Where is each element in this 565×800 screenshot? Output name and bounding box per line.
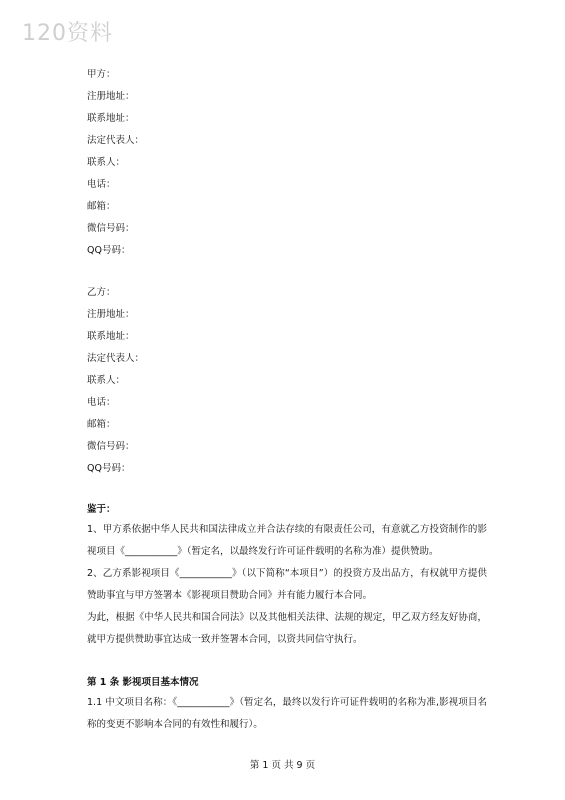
party-a-field: 微信号码： (87, 223, 135, 234)
party-a-title: 甲方： (87, 69, 116, 80)
preamble-item-1: 1、甲方系依据中华人民共和国法律成立并合法存续的有限责任公司，有意就乙方投资制作的影视项目《___________》（暂定名，以最终发行许可证件载明的名称为准）提供赞助。 (87, 524, 487, 557)
party-b-field: 电话： (87, 397, 116, 408)
party-a-field: 联系人： (87, 157, 126, 168)
party-b-field: 法定代表人： (87, 353, 145, 364)
party-b-field: 联系地址： (87, 331, 135, 342)
party-b-field: 联系人： (87, 375, 126, 386)
page-footer: 第 1 页 共 9 页 (249, 760, 316, 771)
article-1-heading: 第 1 条 影视项目基本情况 (87, 677, 199, 688)
party-b-title: 乙方： (87, 287, 116, 298)
party-a-field: QQ号码： (87, 245, 131, 256)
article-1-clause-1: 1.1 中文项目名称：《___________》（暂定名，最终以发行许可证件载明的名称为准,影视项目名称的变更不影响本合同的有效性和履行）。 (87, 697, 487, 730)
watermark: 120资料 (22, 21, 113, 46)
preamble-heading: 鉴于： (87, 504, 116, 515)
preamble-item-2: 2、乙方系影视项目《___________》（以下简称“本项目”）的投资方及出品方，有权就甲方提供赞助事宜与甲方签署本《影视项目赞助合同》并有能力履行本合同。 (87, 568, 487, 601)
party-a-field: 邮箱： (87, 201, 116, 212)
party-b-field: QQ号码： (87, 463, 131, 474)
preamble-item-3: 为此，根据《中华人民共和国合同法》以及其他相关法律、法规的规定，甲乙双方经友好协商，就甲方提供赞助事宜达成一致并签署本合同，以资共同信守执行。 (87, 612, 487, 645)
party-a-field: 电话： (87, 179, 116, 190)
party-a-field: 注册地址： (87, 91, 135, 102)
party-b-field: 注册地址： (87, 309, 135, 320)
party-a-field: 联系地址： (87, 113, 135, 124)
party-a-field: 法定代表人： (87, 135, 145, 146)
party-b-field: 微信号码： (87, 441, 135, 452)
party-b-field: 邮箱： (87, 419, 116, 430)
